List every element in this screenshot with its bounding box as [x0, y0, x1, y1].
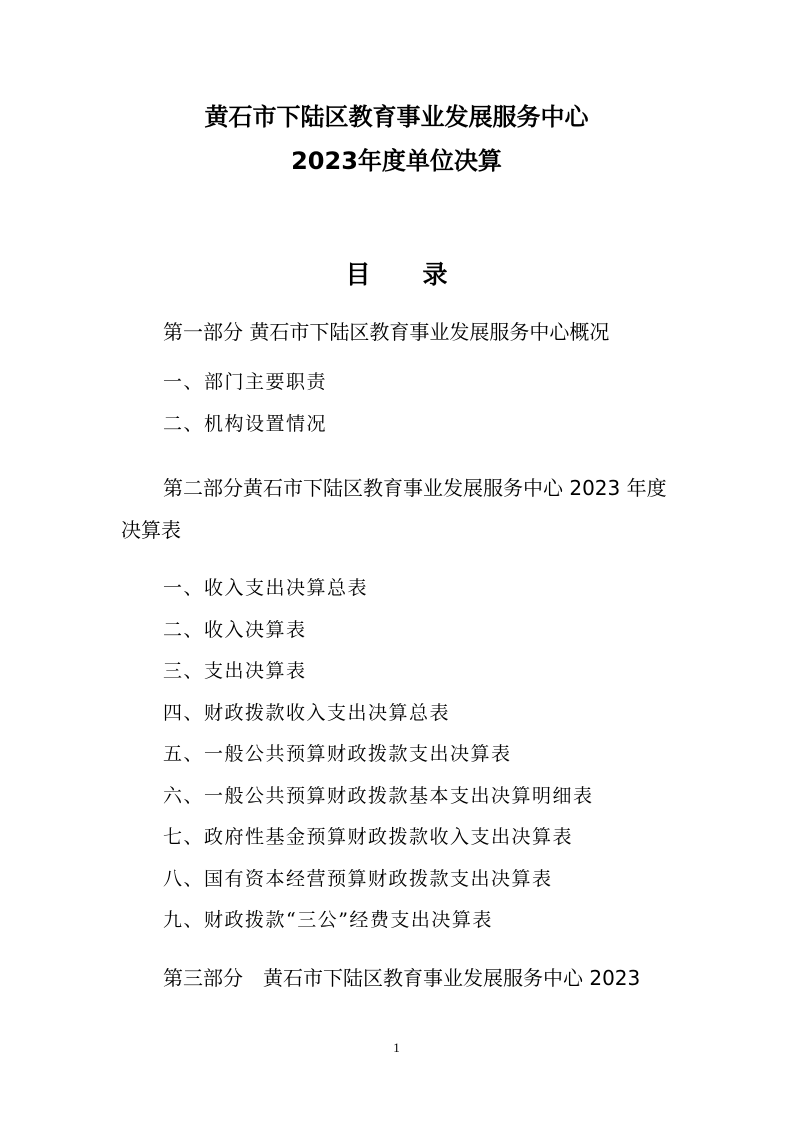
toc-heading-left: 目	[345, 260, 371, 289]
page-number: 1	[393, 1040, 400, 1055]
document-title-line-2: 2023年度单位决算	[291, 147, 502, 175]
toc-part-2-item-6: 六、一般公共预算财政拨款基本支出决算明细表	[163, 785, 594, 807]
toc-part-2-item-7: 七、政府性基金预算财政拨款收入支出决算表	[163, 826, 574, 848]
toc-part-1-title: 第一部分 黄石市下陆区教育事业发展服务中心概况	[163, 320, 610, 344]
toc-part-2-item-5: 五、一般公共预算财政拨款支出决算表	[163, 743, 512, 765]
toc-heading	[0, 260, 793, 290]
toc-heading-right: 录	[422, 260, 448, 289]
toc-part-2-item-8: 八、国有资本经营预算财政拨款支出决算表	[163, 868, 553, 890]
toc-part-2-item-1: 一、收入支出决算总表	[163, 577, 369, 599]
toc-part-1-item-2: 二、机构设置情况	[163, 413, 328, 435]
toc-part-1-item-1: 一、部门主要职责	[163, 371, 328, 393]
toc-part-2-item-9: 九、财政拨款“三公”经费支出决算表	[163, 909, 493, 931]
toc-part-2-item-3: 三、支出决算表	[163, 660, 307, 682]
toc-part-2-item-2: 二、收入决算表	[163, 619, 307, 641]
document-title-line-1: 黄石市下陆区教育事业发展服务中心	[204, 103, 589, 131]
toc-part-2-item-4: 四、财政拨款收入支出决算总表	[163, 702, 451, 724]
toc-part-3-title: 第三部分 黄石市下陆区教育事业发展服务中心 2023	[163, 966, 641, 990]
toc-part-2-title: 第二部分黄石市下陆区教育事业发展服务中心 2023 年度决算表	[121, 476, 667, 542]
